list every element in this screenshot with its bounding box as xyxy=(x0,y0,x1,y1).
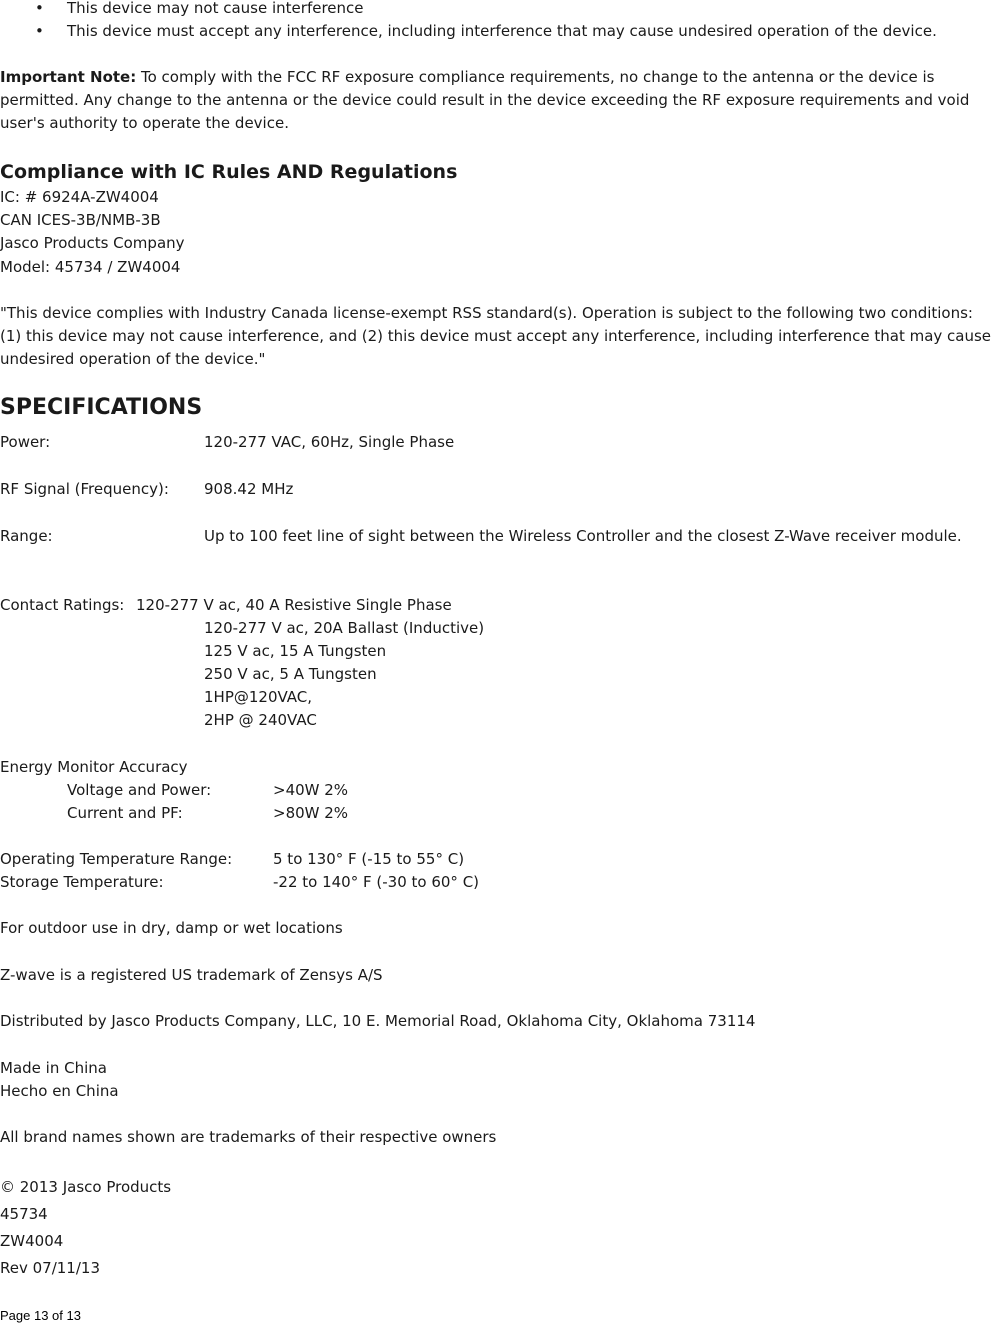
contact-value: 125 V ac, 15 A Tungsten xyxy=(204,642,387,660)
model-number: 45734 xyxy=(0,1205,48,1223)
bullet-marker: • xyxy=(35,22,44,40)
distributor-line: Distributed by Jasco Products Company, LLC, 10 E. Memorial Road, Oklahoma City, Oklahoma 73114 xyxy=(0,1012,756,1030)
contact-value: 1HP@120VAC, xyxy=(204,688,313,706)
important-note-text: To comply with the FCC RF exposure compliance requirements, no change to the antenna or the device is permitted. Any change to the antenna or the device could result in the device exceeding the RF exposure requirements and void user's authority to operate the device. xyxy=(0,68,970,132)
brands-note: All brand names shown are trademarks of their respective owners xyxy=(0,1128,497,1146)
range-label: Range: xyxy=(0,527,53,545)
rf-value: 908.42 MHz xyxy=(204,480,294,498)
contact-value: 120-277 V ac, 20A Ballast (Inductive) xyxy=(204,619,485,637)
specifications-heading: SPECIFICATIONS xyxy=(0,395,203,420)
revision-line: Rev 07/11/13 xyxy=(0,1259,100,1277)
rf-label: RF Signal (Frequency): xyxy=(0,480,169,498)
important-note xyxy=(0,66,985,135)
energy-label: Energy Monitor Accuracy xyxy=(0,758,188,776)
outdoor-note: For outdoor use in dry, damp or wet locations xyxy=(0,919,343,937)
bullet-marker: • xyxy=(35,0,44,17)
ic-heading: Compliance with IC Rules AND Regulations xyxy=(0,161,458,183)
power-value: 120-277 VAC, 60Hz, Single Phase xyxy=(204,433,455,451)
contact-label: Contact Ratings: xyxy=(0,596,125,614)
made-in-line: Made in China xyxy=(0,1059,107,1077)
voltage-value: >40W 2% xyxy=(273,781,349,799)
trademark-note: Z-wave is a registered US trademark of Zensys A/S xyxy=(0,966,383,984)
contact-value: 250 V ac, 5 A Tungsten xyxy=(204,665,377,683)
copyright-line: © 2013 Jasco Products xyxy=(0,1178,172,1196)
bullet-item: This device may not cause interference xyxy=(67,0,364,17)
model-code: ZW4004 xyxy=(0,1232,64,1250)
storage-temp-label: Storage Temperature: xyxy=(0,873,164,891)
current-label: Current and PF: xyxy=(67,804,183,822)
ic-line: Jasco Products Company xyxy=(0,234,185,252)
op-temp-label: Operating Temperature Range: xyxy=(0,850,233,868)
ic-line: IC: # 6924A-ZW4004 xyxy=(0,188,159,206)
ic-line: Model: 45734 / ZW4004 xyxy=(0,258,181,276)
made-in-line: Hecho en China xyxy=(0,1082,119,1100)
contact-value: 2HP @ 240VAC xyxy=(204,711,317,729)
ic-line: CAN ICES-3B/NMB-3B xyxy=(0,211,161,229)
op-temp-value: 5 to 130° F (-15 to 55° C) xyxy=(273,850,465,868)
important-note-label: Important Note: xyxy=(0,68,137,86)
page-number: Page 13 of 13 xyxy=(0,1308,81,1323)
range-value: Up to 100 feet line of sight between the Wireless Controller and the closest Z-Wave receiver module. xyxy=(204,527,962,545)
bullet-item: This device must accept any interference, including interference that may cause undesired operation of the device. xyxy=(67,22,937,40)
storage-temp-value: -22 to 140° F (-30 to 60° C) xyxy=(273,873,480,891)
voltage-label: Voltage and Power: xyxy=(67,781,212,799)
power-label: Power: xyxy=(0,433,51,451)
contact-value: 120-277 V ac, 40 A Resistive Single Phase xyxy=(136,596,452,614)
ic-statement: "This device complies with Industry Canada license-exempt RSS standard(s). Operation is subject to the following two conditions: (1) this device may not cause interference, and (2) this device must accept any interference, including interference that may cause undesired operation of the device." xyxy=(0,304,992,368)
current-value: >80W 2% xyxy=(273,804,349,822)
